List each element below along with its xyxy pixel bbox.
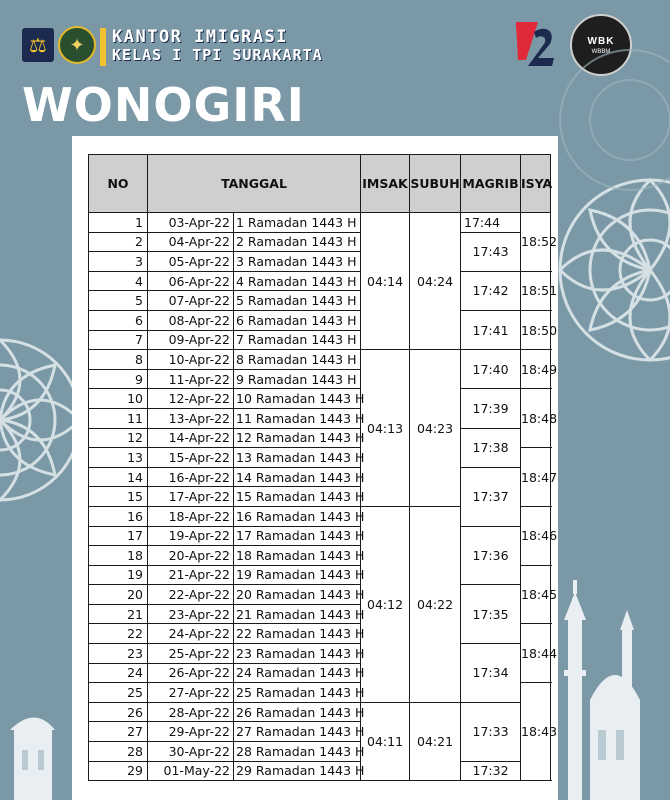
subuh-time: 04:24 [410, 213, 461, 350]
row-gregorian-date: 17-Apr-22 [148, 487, 234, 507]
magrib-time: 17:37 [461, 467, 521, 526]
wbk-badge-text: WBK [587, 35, 615, 47]
row-gregorian-date: 10-Apr-22 [148, 350, 234, 370]
row-number: 16 [89, 506, 148, 526]
row-gregorian-date: 07-Apr-22 [148, 291, 234, 311]
row-hijri-date: 7 Ramadan 1443 H [234, 330, 361, 350]
row-hijri-date: 10 Ramadan 1443 H [234, 389, 361, 409]
col-header-imsak: IMSAK [361, 155, 410, 213]
row-number: 28 [89, 742, 148, 762]
row-gregorian-date: 12-Apr-22 [148, 389, 234, 409]
magrib-time: 17:44 [461, 213, 521, 233]
row-number: 4 [89, 271, 148, 291]
row-number: 10 [89, 389, 148, 409]
row-number: 29 [89, 761, 148, 781]
row-hijri-date: 11 Ramadan 1443 H [234, 408, 361, 428]
table-row [89, 310, 551, 330]
row-hijri-date: 28 Ramadan 1443 H [234, 742, 361, 762]
magrib-time: 17:35 [461, 585, 521, 644]
row-hijri-date: 8 Ramadan 1443 H [234, 350, 361, 370]
row-hijri-date: 1 Ramadan 1443 H [234, 213, 361, 233]
imigrasi-emblem-icon: ✦ [58, 26, 96, 64]
row-gregorian-date: 30-Apr-22 [148, 742, 234, 762]
row-number: 24 [89, 663, 148, 683]
col-header-tanggal: TANGGAL [148, 155, 361, 213]
row-number: 23 [89, 644, 148, 664]
row-hijri-date: 12 Ramadan 1443 H [234, 428, 361, 448]
row-gregorian-date: 26-Apr-22 [148, 663, 234, 683]
row-hijri-date: 13 Ramadan 1443 H [234, 448, 361, 468]
row-number: 3 [89, 252, 148, 272]
table-row [89, 644, 551, 664]
kemenkumham-logo-icon: ⚖ [22, 28, 54, 62]
row-hijri-date: 6 Ramadan 1443 H [234, 310, 361, 330]
magrib-time: 17:39 [461, 389, 521, 428]
row-number: 5 [89, 291, 148, 311]
magrib-time: 17:41 [461, 310, 521, 349]
row-number: 14 [89, 467, 148, 487]
col-header-isya: ISYA [521, 155, 551, 213]
row-hijri-date: 21 Ramadan 1443 H [234, 604, 361, 624]
table-row [89, 467, 551, 487]
magrib-time: 17:40 [461, 350, 521, 389]
wbk-badge-icon [570, 14, 632, 76]
row-hijri-date: 16 Ramadan 1443 H [234, 506, 361, 526]
isya-time: 18:52 [521, 213, 551, 272]
row-hijri-date: 20 Ramadan 1443 H [234, 585, 361, 605]
row-number: 19 [89, 565, 148, 585]
row-gregorian-date: 25-Apr-22 [148, 644, 234, 664]
subuh-time: 04:23 [410, 350, 461, 507]
row-gregorian-date: 27-Apr-22 [148, 683, 234, 703]
row-hijri-date: 18 Ramadan 1443 H [234, 546, 361, 566]
row-hijri-date: 4 Ramadan 1443 H [234, 271, 361, 291]
row-number: 22 [89, 624, 148, 644]
office-name: KANTOR IMIGRASI [112, 27, 289, 47]
magrib-time: 17:34 [461, 644, 521, 703]
row-gregorian-date: 28-Apr-22 [148, 702, 234, 722]
col-header-magrib: MAGRIB [461, 155, 521, 213]
table-row [89, 428, 551, 448]
row-gregorian-date: 19-Apr-22 [148, 526, 234, 546]
row-gregorian-date: 15-Apr-22 [148, 448, 234, 468]
row-hijri-date: 17 Ramadan 1443 H [234, 526, 361, 546]
imsak-time: 04:13 [361, 350, 410, 507]
row-gregorian-date: 29-Apr-22 [148, 722, 234, 742]
mosque-silhouette-icon [560, 580, 640, 800]
row-hijri-date: 22 Ramadan 1443 H [234, 624, 361, 644]
isya-time: 18:49 [521, 350, 551, 389]
table-row [89, 389, 551, 409]
isya-time: 18:43 [521, 683, 551, 781]
table-row [89, 213, 551, 233]
row-hijri-date: 19 Ramadan 1443 H [234, 565, 361, 585]
row-gregorian-date: 09-Apr-22 [148, 330, 234, 350]
subuh-time: 04:22 [410, 506, 461, 702]
imsakiyah-table [88, 154, 558, 781]
row-number: 8 [89, 350, 148, 370]
row-number: 20 [89, 585, 148, 605]
col-header-subuh: SUBUH [410, 155, 461, 213]
row-gregorian-date: 05-Apr-22 [148, 252, 234, 272]
isya-time: 18:45 [521, 565, 551, 624]
row-hijri-date: 14 Ramadan 1443 H [234, 467, 361, 487]
row-number: 2 [89, 232, 148, 252]
col-header-no: NO [89, 155, 148, 213]
row-gregorian-date: 06-Apr-22 [148, 271, 234, 291]
title-accent-bar [100, 28, 106, 66]
row-hijri-date: 23 Ramadan 1443 H [234, 644, 361, 664]
mandala-right-icon [560, 120, 670, 420]
row-gregorian-date: 22-Apr-22 [148, 585, 234, 605]
table-row [89, 702, 551, 722]
row-number: 18 [89, 546, 148, 566]
magrib-time: 17:43 [461, 232, 521, 271]
row-hijri-date: 5 Ramadan 1443 H [234, 291, 361, 311]
table-header-row [89, 155, 551, 213]
row-gregorian-date: 11-Apr-22 [148, 369, 234, 389]
table-row [89, 232, 551, 252]
magrib-time: 17:38 [461, 428, 521, 467]
row-hijri-date: 27 Ramadan 1443 H [234, 722, 361, 742]
office-class: KELAS I TPI SURAKARTA [112, 46, 323, 64]
header [0, 0, 640, 135]
row-gregorian-date: 08-Apr-22 [148, 310, 234, 330]
wbbm-badge-text: WBBM [591, 48, 611, 55]
row-gregorian-date: 03-Apr-22 [148, 213, 234, 233]
row-number: 1 [89, 213, 148, 233]
row-hijri-date: 9 Ramadan 1443 H [234, 369, 361, 389]
row-number: 13 [89, 448, 148, 468]
row-number: 11 [89, 408, 148, 428]
imsak-time: 04:14 [361, 213, 410, 350]
row-gregorian-date: 24-Apr-22 [148, 624, 234, 644]
isya-time: 18:48 [521, 389, 551, 448]
row-gregorian-date: 21-Apr-22 [148, 565, 234, 585]
table-row [89, 271, 551, 291]
row-number: 15 [89, 487, 148, 507]
mandala-left-icon [0, 290, 80, 550]
row-number: 9 [89, 369, 148, 389]
row-gregorian-date: 01-May-22 [148, 761, 234, 781]
row-gregorian-date: 13-Apr-22 [148, 408, 234, 428]
table-row [89, 761, 551, 781]
row-number: 26 [89, 702, 148, 722]
row-hijri-date: 29 Ramadan 1443 H [234, 761, 361, 781]
row-gregorian-date: 20-Apr-22 [148, 546, 234, 566]
row-gregorian-date: 16-Apr-22 [148, 467, 234, 487]
magrib-time: 17:36 [461, 526, 521, 585]
row-hijri-date: 15 Ramadan 1443 H [234, 487, 361, 507]
isya-time: 18:44 [521, 624, 551, 683]
isya-time: 18:51 [521, 271, 551, 310]
isya-time: 18:50 [521, 310, 551, 349]
isya-time: 18:46 [521, 506, 551, 565]
imsak-time: 04:12 [361, 506, 410, 702]
schedule-card [72, 136, 558, 800]
row-number: 27 [89, 722, 148, 742]
isya-time: 18:47 [521, 448, 551, 507]
row-hijri-date: 3 Ramadan 1443 H [234, 252, 361, 272]
seventy-two-logo-icon [512, 16, 556, 74]
subuh-time: 04:21 [410, 702, 461, 780]
region-title: WONOGIRI [22, 78, 305, 132]
row-gregorian-date: 04-Apr-22 [148, 232, 234, 252]
row-hijri-date: 24 Ramadan 1443 H [234, 663, 361, 683]
row-number: 6 [89, 310, 148, 330]
row-gregorian-date: 23-Apr-22 [148, 604, 234, 624]
row-number: 21 [89, 604, 148, 624]
row-number: 17 [89, 526, 148, 546]
table-row [89, 585, 551, 605]
table-row [89, 350, 551, 370]
row-gregorian-date: 18-Apr-22 [148, 506, 234, 526]
magrib-time: 17:32 [461, 761, 521, 781]
magrib-time: 17:33 [461, 702, 521, 761]
row-hijri-date: 2 Ramadan 1443 H [234, 232, 361, 252]
pavilion-silhouette-icon [0, 700, 60, 800]
table-row [89, 526, 551, 546]
row-hijri-date: 25 Ramadan 1443 H [234, 683, 361, 703]
row-number: 25 [89, 683, 148, 703]
table-body [89, 213, 558, 781]
row-number: 7 [89, 330, 148, 350]
row-hijri-date: 26 Ramadan 1443 H [234, 702, 361, 722]
row-gregorian-date: 14-Apr-22 [148, 428, 234, 448]
row-number: 12 [89, 428, 148, 448]
magrib-time: 17:42 [461, 271, 521, 310]
imsak-time: 04:11 [361, 702, 410, 780]
